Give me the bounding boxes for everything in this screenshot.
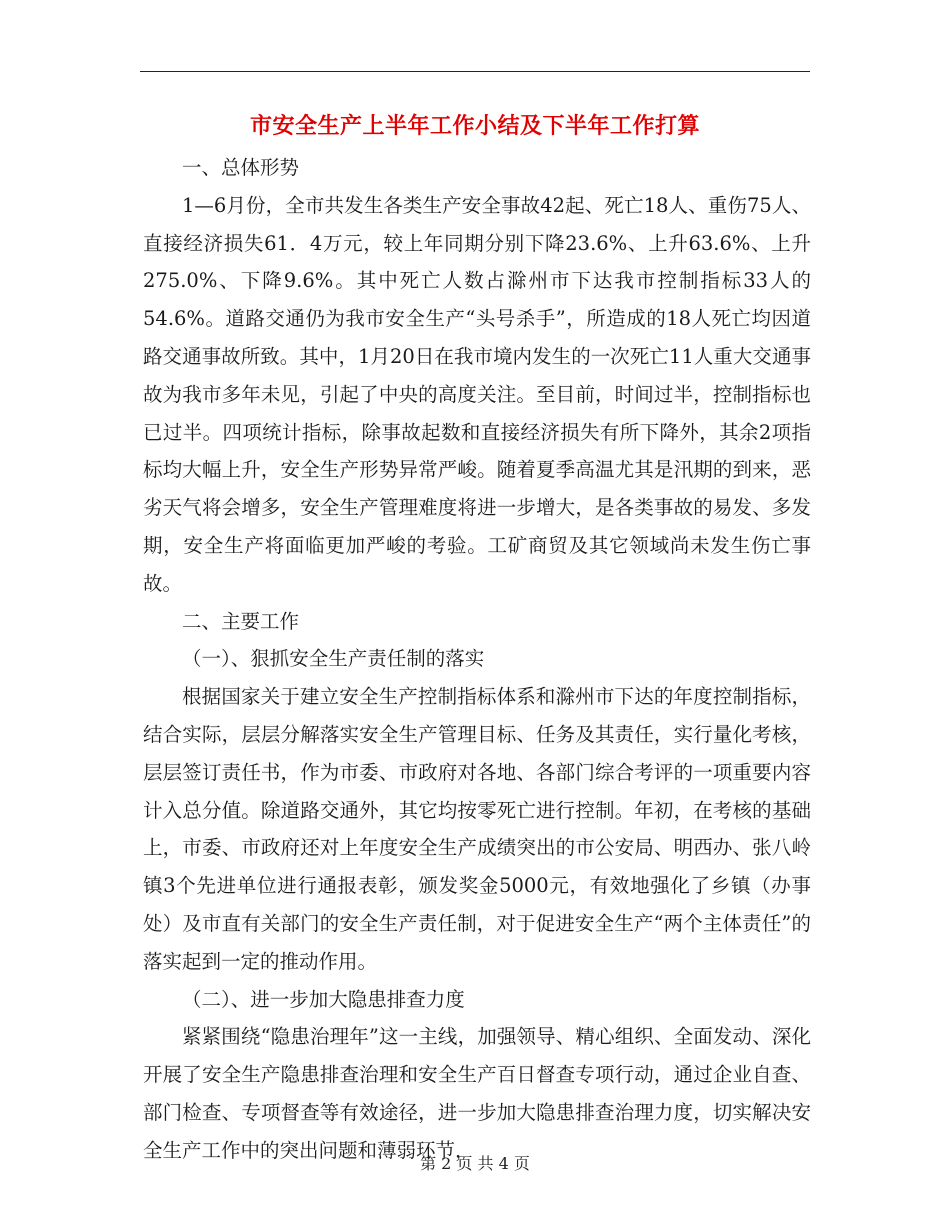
page-number-footer: 第 2 页 共 4 页 — [420, 1154, 530, 1173]
paragraph-situation: 1—6月份，全市共发生各类生产安全事故42起、死亡18人、重伤75人、直接经济损失61．4万元，较上年同期分别下降23.6%、上升63.6%、上升275.0%、下降9.6%。其中死亡人数占滁州市下达我市控制指标33人的54.6%。道路交通仍为我市安全生产“头号杀手”，所造成的18人死亡均因道路交通事故所致。其中，1月20日在我市境内发生的一次死亡11人重大交通事故为我市多年未见，引起了中央的高度关注。至目前，时间过半，控制指标也已过半。四项统计指标，除事故起数和直接经济损失有所下降外，其余2项指标均大幅上升，安全生产形势异常严峻。随着夏季高温尤其是汛期的到来，恶劣天气将会增多，安全生产管理难度将进一步增大，是各类事故的易发、多发期，安全生产将面临更加严峻的考验。工矿商贸及其它领域尚未发生伤亡事故。 — [143, 193, 811, 595]
heading-main-work: 二、主要工作 — [182, 609, 300, 633]
header-rule — [140, 71, 810, 72]
document-body — [143, 149, 811, 1170]
subheading-responsibility: （一）、狠抓安全生产责任制的落实 — [182, 647, 485, 671]
paragraph-responsibility: 根据国家关于建立安全生产控制指标体系和滁州市下达的年度控制指标，结合实际，层层分解落实安全生产管理目标、任务及其责任，实行量化考核，层层签订责任书，作为市委、市政府对各地、各部门综合考评的一项重要内容计入总分值。除道路交通外，其它均按零死亡进行控制。年初，在考核的基础上，市委、市政府还对上年度安全生产成绩突出的市公安局、明西办、张八岭镇3个先进单位进行通报表彰，颁发奖金5000元，有效地强化了乡镇（办事处）及市直有关部门的安全生产责任制，对于促进安全生产“两个主体责任”的落实起到一定的推动作用。 — [143, 685, 811, 973]
subheading-hazard-inspection: （二）、进一步加大隐患排查力度 — [182, 987, 465, 1011]
paragraph-hazard-inspection: 紧紧围绕“隐患治理年”这一主线，加强领导、精心组织、全面发动、深化开展了安全生产隐患排查治理和安全生产百日督查专项行动，通过企业自查、部门检查、专项督查等有效途径，进一步加大隐患排查治理力度，切实解决安全生产工作中的突出问题和薄弱环节， — [143, 1025, 811, 1162]
document-title: 市安全生产上半年工作小结及下半年工作打算 — [249, 113, 700, 139]
heading-overall-situation: 一、总体形势 — [182, 156, 300, 179]
